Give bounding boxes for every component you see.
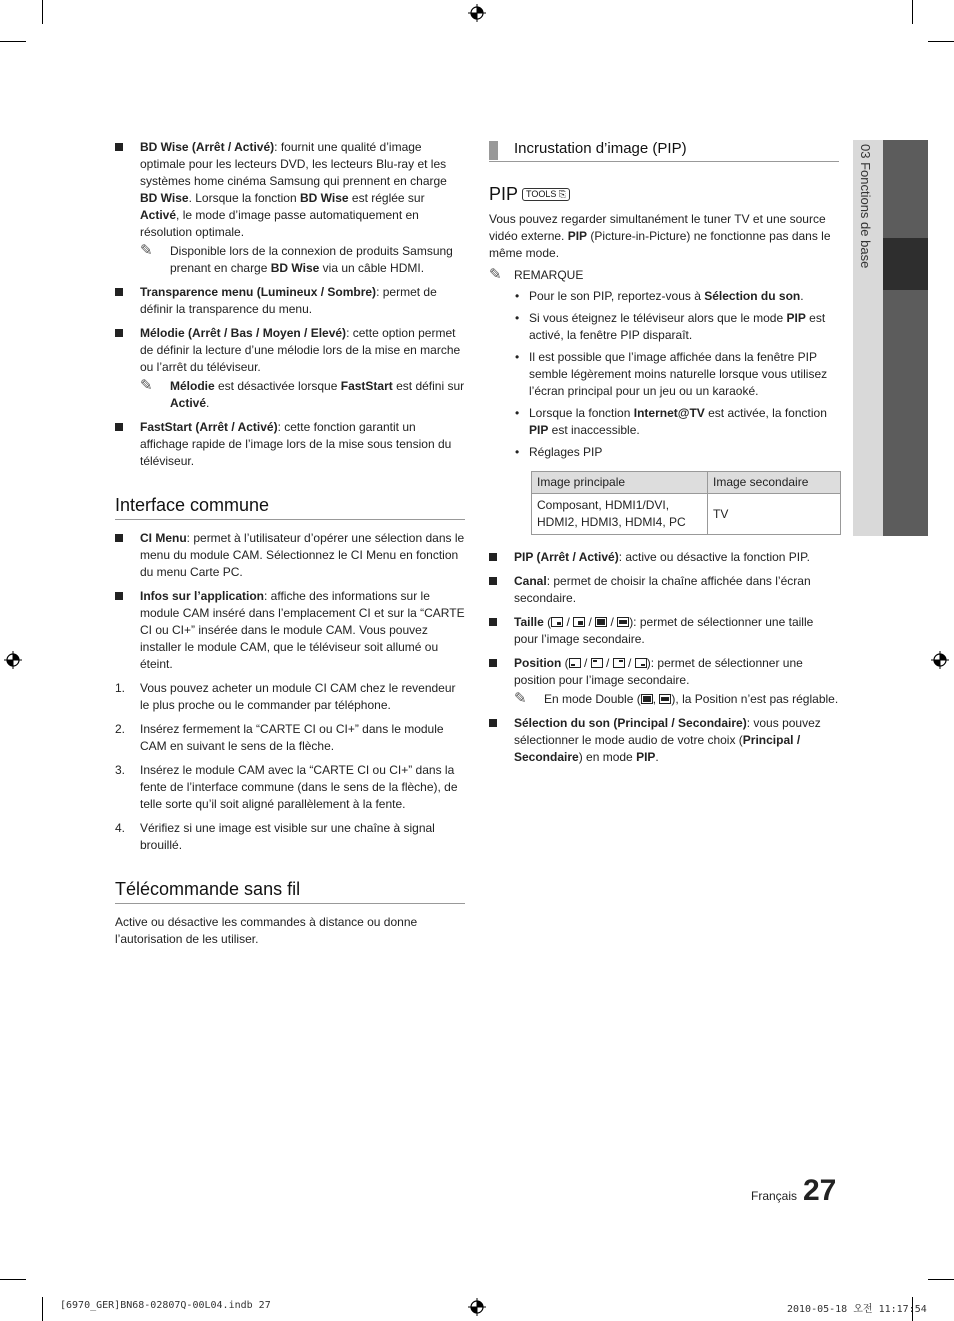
step-item: 3. Insérez le module CAM avec la “CARTE CI ou CI+” dans la fente de l’interface commune (dans le sens de la flèche), de telle sorte qu’il soit aligné parallèlement à la fente.	[115, 763, 458, 811]
list-item: Taille ( / / / ): permet de sélectionner une taille pour l’image secondaire.	[489, 614, 839, 648]
table-cell: Composant, HDMI1/DVI, HDMI2, HDMI3, HDMI4, PC	[532, 494, 708, 535]
section-heading: Télécommande sans fil	[115, 878, 465, 904]
crop-mark	[42, 1297, 43, 1321]
size-small-icon	[551, 617, 563, 627]
tools-icon: ⎘	[558, 189, 567, 199]
size-double-b-icon	[617, 617, 629, 627]
step-item: 4. Vérifiez si une image est visible sur une chaîne à signal brouillé.	[115, 821, 435, 852]
registration-mark-icon	[4, 651, 22, 669]
bullet-item: • Réglages PIP	[515, 445, 603, 459]
registration-mark-icon	[468, 1298, 486, 1316]
list-item: Mélodie (Arrêt / Bas / Moyen / Elevé): cette option permet de définir la lecture d’une mélodie lors de la mise en marche ou l’arrêt du téléviseur. ✎ Mélodie est désactivée lorsque FastStart est défini sur Activé.	[115, 325, 465, 412]
crop-mark	[0, 41, 26, 42]
position-bottom-right-icon	[635, 658, 647, 668]
crop-mark	[928, 1279, 954, 1280]
square-bullet-icon	[489, 618, 497, 626]
square-bullet-icon	[115, 329, 123, 337]
crop-mark	[928, 41, 954, 42]
bullet-item: • Pour le son PIP, reportez-vous à Sélection du son.	[515, 289, 804, 303]
table-header: Image principale	[532, 472, 708, 494]
pencil-note-icon: ✎	[489, 266, 502, 283]
heading-bar	[489, 141, 498, 160]
step-item: 2. Insérez fermement la “CARTE CI ou CI+” dans le module CAM en suivant le sens de la flèche.	[115, 722, 444, 753]
bullet-item: • Il est possible que l’image affichée dans la fenêtre PIP semble légèrement moins naturelle lorsque vous utilisez l’écran principal pour un jeu ou un karaoké.	[515, 350, 828, 398]
note-heading: ✎ REMARQUE	[489, 266, 584, 283]
chapter-label: 03 Fonctions de base	[858, 144, 873, 269]
step-item: 1. Vous pouvez acheter un module CI CAM chez le revendeur le plus proche ou le commander par téléphone.	[115, 681, 456, 712]
option-name: Transparence menu (Lumineux / Sombre)	[140, 285, 377, 299]
registration-mark-icon	[468, 4, 486, 22]
paragraph: Active ou désactive les commandes à distance ou donne l’autorisation de les utiliser.	[115, 915, 418, 946]
square-bullet-icon	[115, 423, 123, 431]
pip-title: PIP TOOLS ⎘	[489, 186, 839, 203]
footer-language: Français	[751, 1189, 798, 1203]
square-bullet-icon	[489, 553, 497, 561]
position-bottom-left-icon	[569, 658, 581, 668]
table-cell: TV	[708, 494, 841, 535]
option-name: Mélodie (Arrêt / Bas / Moyen / Elevé)	[140, 326, 347, 340]
square-bullet-icon	[489, 659, 497, 667]
paragraph: Vous pouvez regarder simultanément le tuner TV et une source vidéo externe. PIP (Picture-in-Picture) ne fonctionne pas dans le même mode.	[489, 212, 831, 260]
pencil-note-icon: ✎	[140, 242, 153, 259]
list-item: PIP (Arrêt / Activé): active ou désactive la fonction PIP.	[489, 549, 839, 566]
list-item: FastStart (Arrêt / Activé): cette fonction garantit un affichage rapide de l’image lors de la mise sous tension du téléviseur.	[115, 419, 465, 470]
note: ✎ En mode Double ( , ), la Position n’est pas réglable.	[514, 690, 839, 707]
crop-mark	[0, 1279, 26, 1280]
chapter-tab-marker	[883, 238, 928, 290]
bullet-item: • Lorsque la fonction Internet@TV est activée, la fonction PIP est inaccessible.	[515, 406, 827, 437]
pip-settings-table	[531, 471, 841, 535]
page-number: 27	[803, 1174, 837, 1207]
square-bullet-icon	[489, 577, 497, 585]
square-bullet-icon	[115, 143, 123, 151]
print-slug-file: [6970_GER]BN68-02807Q-00L04.indb 27	[60, 1300, 271, 1311]
square-bullet-icon	[115, 534, 123, 542]
section-heading: Interface commune	[115, 494, 465, 520]
list-item: Canal: permet de choisir la chaîne affichée dans l’écran secondaire.	[489, 573, 839, 607]
list-item: Sélection du son (Principal / Secondaire): vous pouvez sélectionner le mode audio de votre choix (Principal / Secondaire) en mode PIP.	[489, 715, 839, 766]
list-item: BD Wise (Arrêt / Activé): fournit une qualité d’image optimale pour les lecteurs DVD, les lecteurs Blu-ray et les systèmes home cinéma Samsung qui prennent en charge BD Wise. Lorsque la fonction BD Wise est réglée sur Activé, le mode d’image passe automatiquement en résolution optimale. ✎ Disponible lors de la connexion de produits Samsung prenant en charge BD Wise via un câble HDMI.	[115, 139, 465, 277]
size-medium-icon	[573, 617, 585, 627]
crop-mark	[912, 0, 913, 24]
position-top-right-icon	[613, 658, 625, 668]
section-heading: Incrustation d’image (PIP)	[489, 139, 839, 162]
list-item: Transparence menu (Lumineux / Sombre): permet de définir la transparence du menu.	[115, 284, 465, 318]
square-bullet-icon	[115, 592, 123, 600]
left-column	[115, 139, 465, 948]
square-bullet-icon	[489, 719, 497, 727]
list-item: Infos sur l’application: affiche des informations sur le module CAM inséré dans l’emplacement CI et sur la “CARTE CI ou CI+” insérée dans le module CAM. Vous pouvez installer le module CAM, que le téléviseur soit allumé ou éteint.	[115, 588, 465, 673]
option-name: BD Wise (Arrêt / Activé)	[140, 140, 275, 154]
note: ✎ Disponible lors de la connexion de produits Samsung prenant en charge BD Wise via un câble HDMI.	[140, 242, 453, 275]
list-item: Position ( / / / ): permet de sélectionner une position pour l’image secondaire. ✎ En mode Double ( , ), la Position n’est pas réglable.	[489, 655, 839, 708]
pencil-note-icon: ✎	[514, 690, 527, 707]
list-item: CI Menu: permet à l’utilisateur d’opérer une sélection dans le menu du module CAM. Sélectionnez le CI Menu en fonction du menu Carte PC.	[115, 530, 465, 581]
right-column	[489, 139, 839, 773]
double-mode-b-icon	[659, 694, 671, 704]
crop-mark	[42, 0, 43, 24]
square-bullet-icon	[115, 288, 123, 296]
pencil-note-icon: ✎	[140, 377, 153, 394]
tools-badge: TOOLS ⎘	[522, 188, 570, 201]
print-slug-date: 2010-05-18 오전 11:17:54	[787, 1304, 927, 1315]
note: ✎ Mélodie est désactivée lorsque FastStart est défini sur Activé.	[140, 377, 465, 410]
table-row	[532, 494, 841, 535]
position-top-left-icon	[591, 658, 603, 668]
option-name: FastStart (Arrêt / Activé)	[140, 420, 278, 434]
table-header-row	[532, 472, 841, 494]
chapter-tab-edge	[883, 140, 928, 536]
table-header: Image secondaire	[708, 472, 841, 494]
size-double-a-icon	[595, 617, 607, 627]
double-mode-a-icon	[641, 694, 653, 704]
registration-mark-icon	[931, 651, 949, 669]
bullet-item: • Si vous éteignez le téléviseur alors que le mode PIP est activé, la fenêtre PIP disparaît.	[515, 311, 826, 342]
